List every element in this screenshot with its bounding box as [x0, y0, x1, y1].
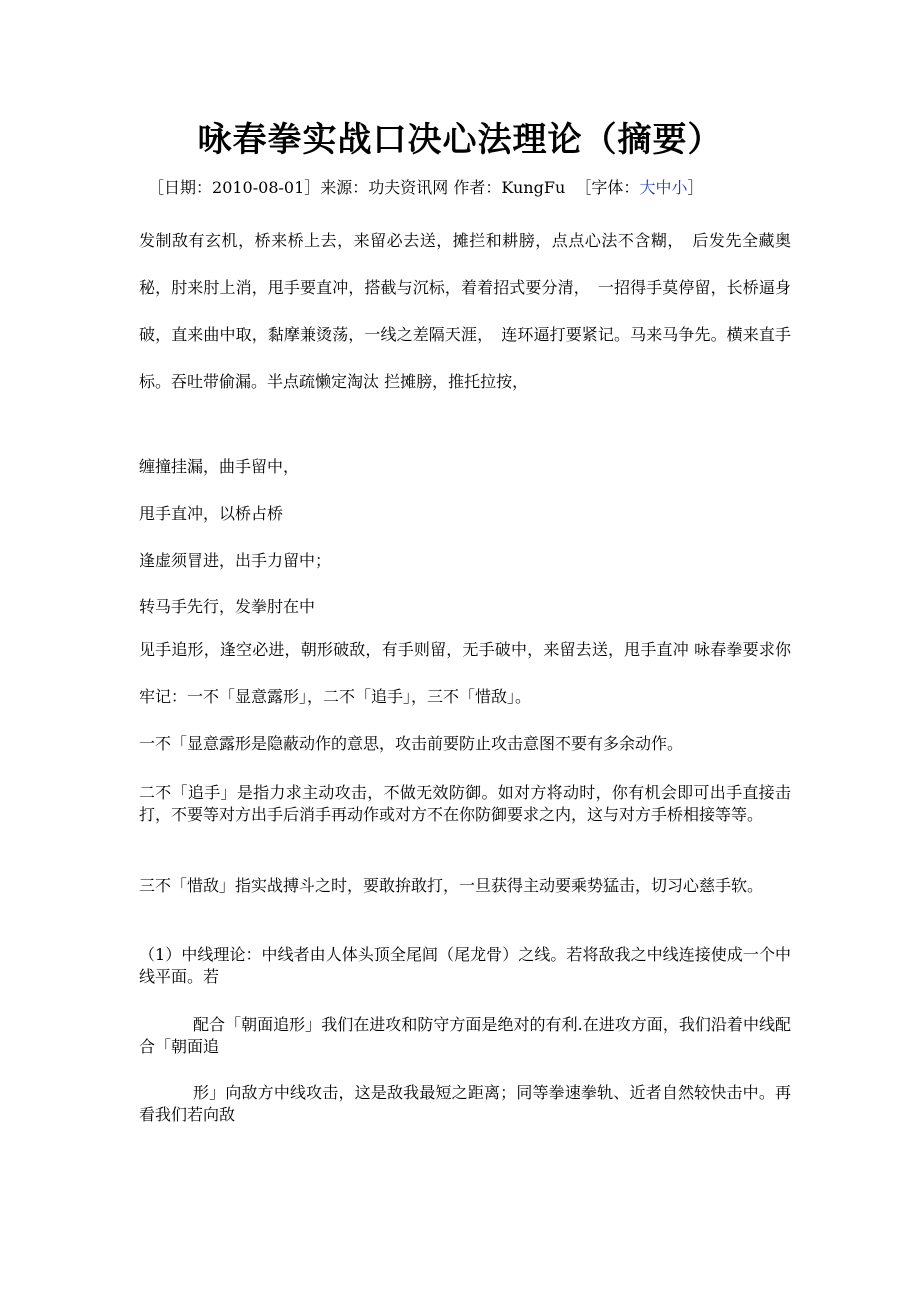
font-size-links[interactable]: 大中小: [639, 178, 688, 197]
date-label: ［日期：: [148, 178, 213, 197]
source-value: 功夫资讯网: [368, 178, 449, 197]
font-size-close: ］: [687, 178, 704, 197]
paragraph-rule-two: 二不「追手」是指力求主动攻击，不做无效防御。如对方将动时，你有机会即可出手直接击打，不要等对方出手后消手再动作或对方不在你防御要求之内，这与对方手桥相接等等。: [139, 783, 791, 824]
paragraph-rule-three: 三不「惜敌」指实战搏斗之时，要敢拚敢打，一旦获得主动要乘势猛击，切习心慈手软。: [139, 876, 764, 895]
paragraph-centerline-cont: 配合「朝面追形」我们在进攻和防守方面是绝对的有利.在进攻方面，我们沿着中线配合「朝面追: [139, 1015, 791, 1056]
paragraph-line: 逢虚须冒进，出手力留中；: [139, 551, 332, 570]
paragraph-rule-one: 一不「显意露形是隐蔽动作的意思，攻击前要防止攻击意图不要有多余动作。: [139, 734, 684, 753]
paragraph-line: 缠撞挂漏，曲手留中，: [139, 457, 300, 476]
paragraph-centerline: （1）中线理论：中线者由人体头顶全尾闾（尾龙骨）之线。若将敌我之中线连接使成一个中线平面。若: [139, 945, 791, 986]
author-label: 作者：: [448, 178, 502, 197]
paragraph-line: 转马手先行，发拳肘在中: [139, 597, 316, 616]
article-meta: [148, 176, 703, 200]
article-title: 咏春拳实战口决心法理论（摘要）: [197, 119, 723, 160]
source-label: ］来源：: [304, 178, 369, 197]
font-size-label: ［字体：: [565, 178, 640, 197]
author-value: KungFu: [501, 178, 566, 197]
paragraph-rules: 见手追形，逢空必进，朝形破敌，有手则留，无手破中，来留去送，甩手直冲 咏春拳要求你牢记：一不「显意露形」，二不「追手」，三不「惜敌」。: [139, 640, 791, 706]
paragraph-verse: 发制敌有玄机，桥来桥上去，来留必去送，摊拦和耕膀，点点心法不含糊， 后发先全藏奥秘，肘来肘上消，甩手要直冲，搭截与沉标，着着招式要分清， 一招得手莫停留，长桥逼身破，直来曲中取，黏摩兼烫荡，一线之差隔天涯， 连环逼打要紧记。马来马争先。横来直手标。吞吐带偷漏。半点疏懒定淘汰 拦摊膀，推托拉按，: [139, 231, 791, 391]
paragraph-centerline-cont: 形」向敌方中线攻击，这是敌我最短之距离；同等拳速拳轨、近者自然较快击中。再看我们若向敌: [139, 1083, 791, 1124]
paragraph-line: 甩手直冲，以桥占桥: [139, 504, 284, 523]
date-value: 2010-08-01: [212, 178, 305, 197]
